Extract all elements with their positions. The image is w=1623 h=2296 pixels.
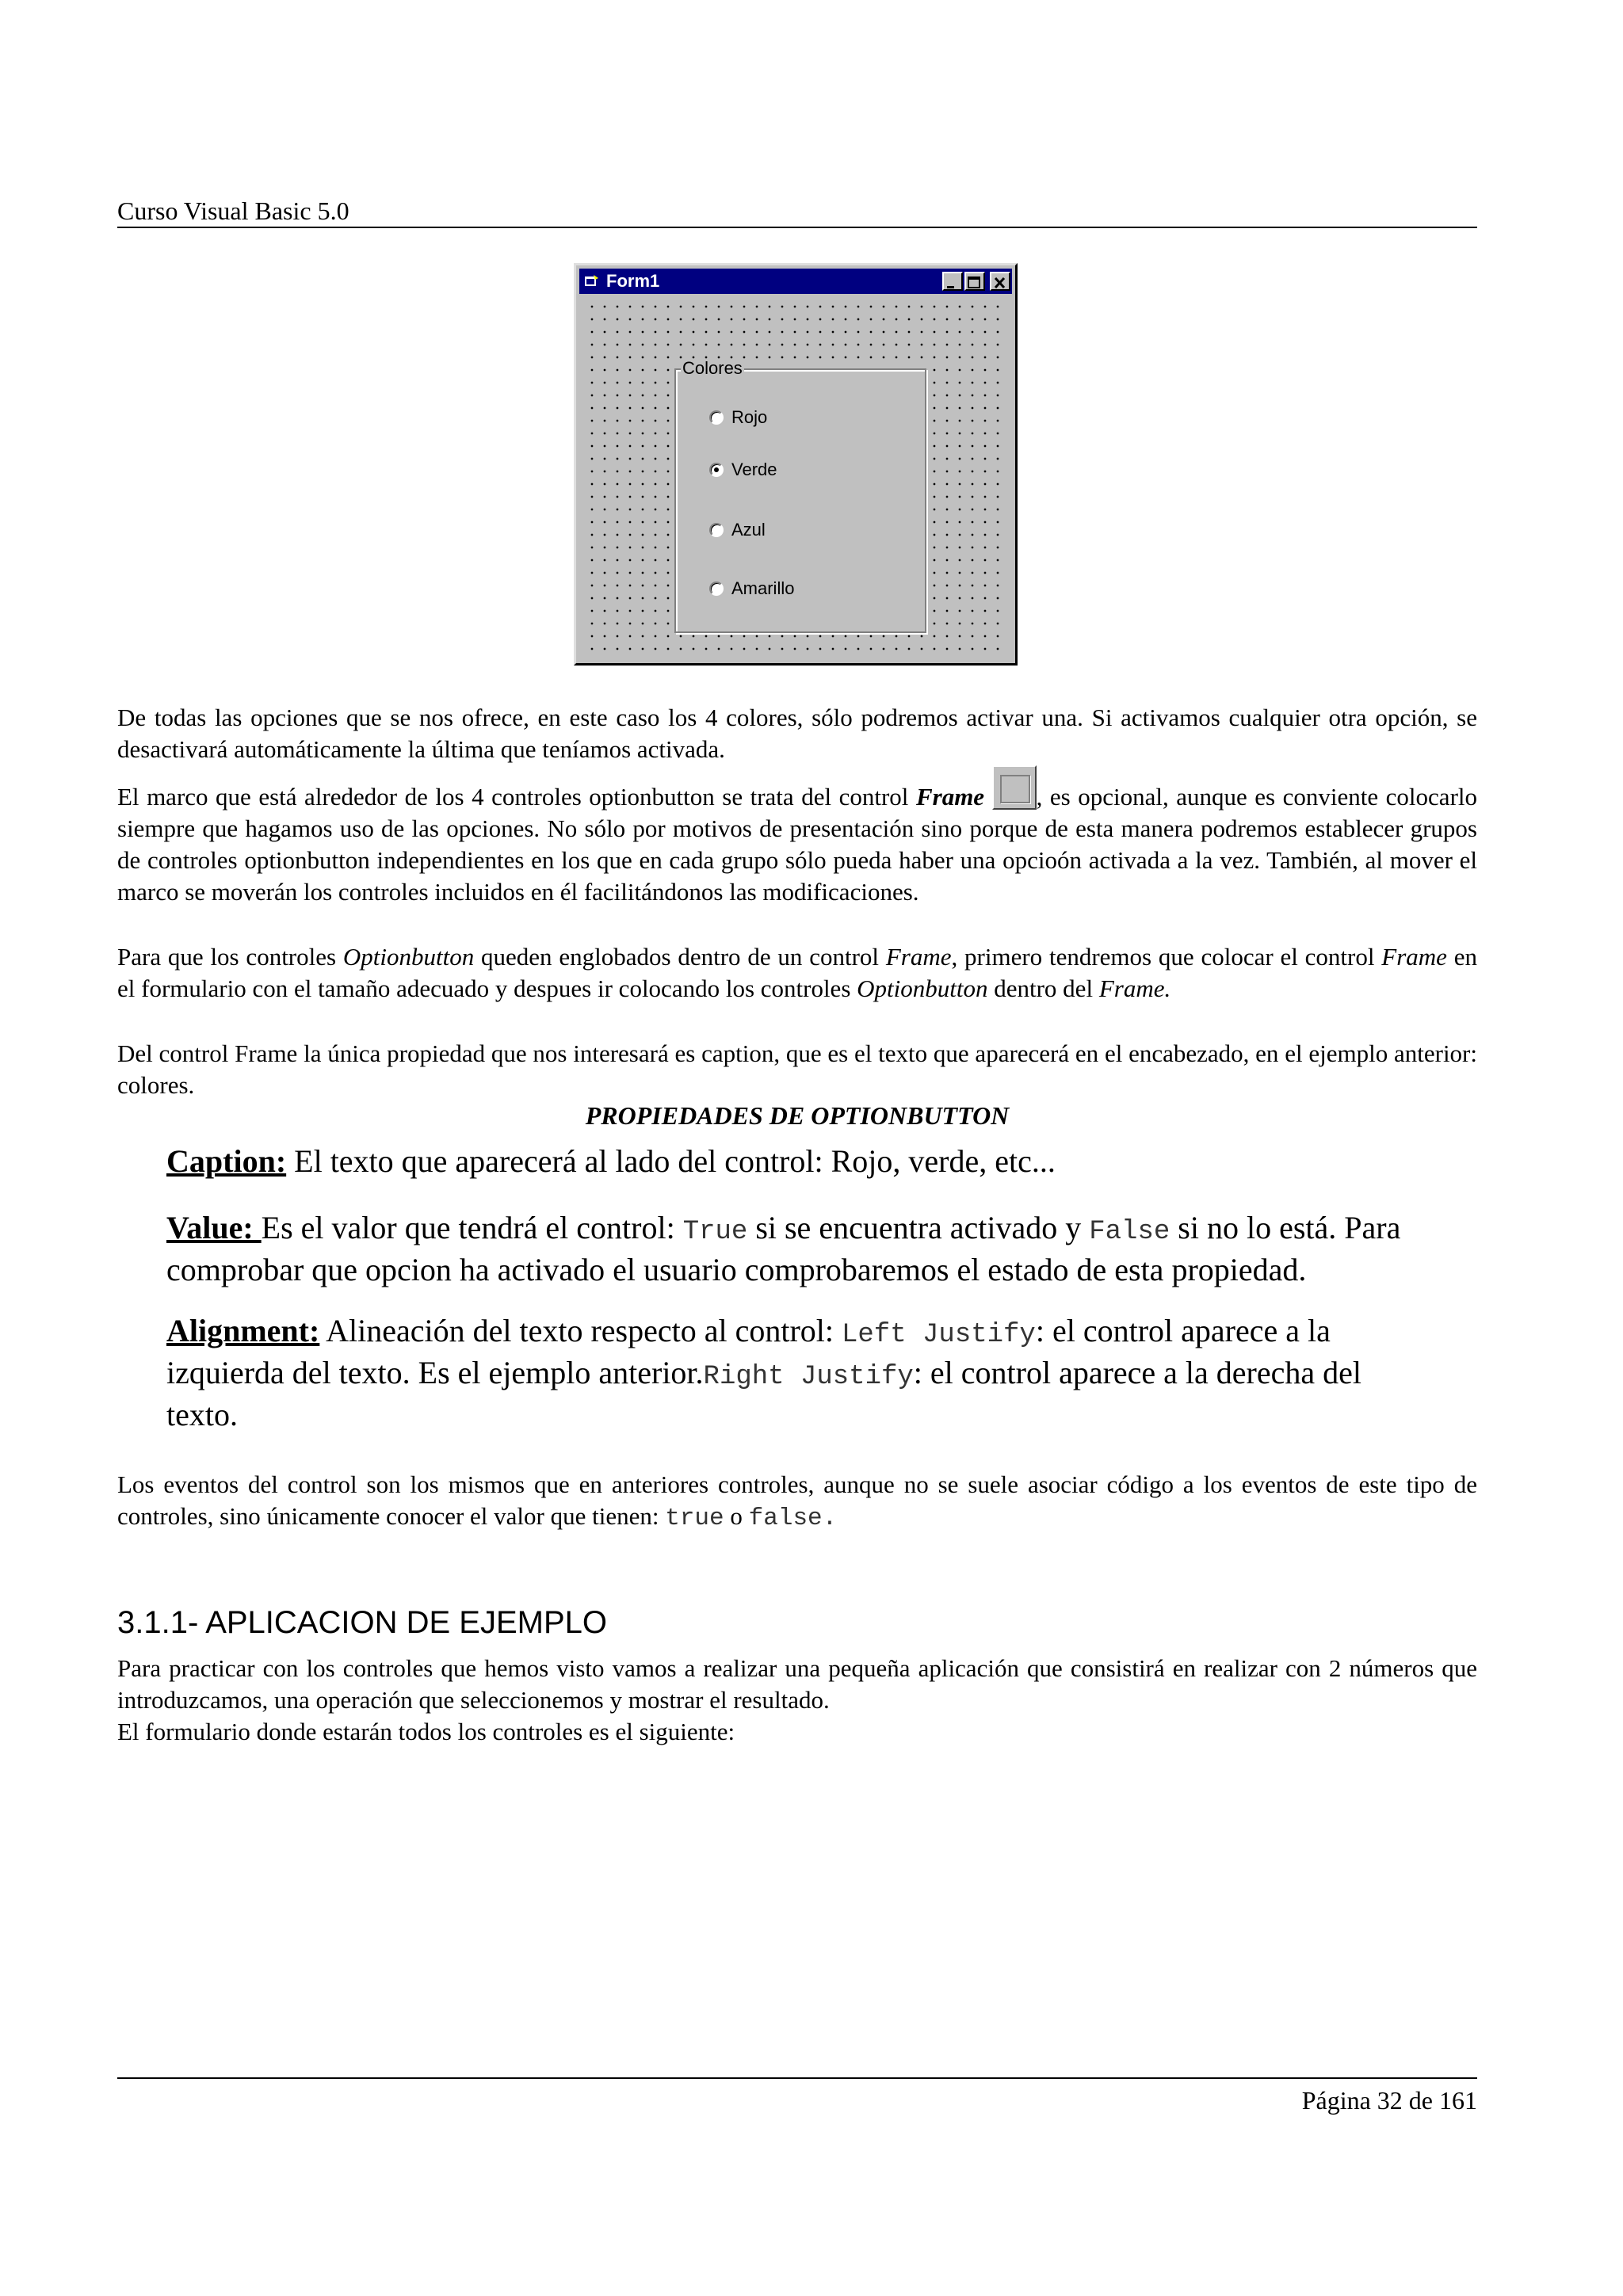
- section-paragraph: Para practicar con los controles que hemos visto vamos a realizar una pequeña aplicación que consistirá en realizar con 2 números que introduzcamos, una operación que seleccionemos y mostrar el resultado.: [117, 1654, 1477, 1714]
- property-description: Es el valor que tendrá el control:: [261, 1210, 683, 1245]
- text-span: El marco que está alrededor de los 4 controles optionbutton se trata del control: [117, 783, 916, 810]
- paragraph-frame-control: [117, 765, 1477, 908]
- section-paragraph: El formulario donde estarán todos los controles es el siguiente:: [117, 1718, 735, 1745]
- property-description: : el control aparece a la derecha del texto.: [166, 1355, 1361, 1432]
- header-rule: [117, 227, 1477, 228]
- minimize-button[interactable]: [942, 272, 963, 291]
- option-azul[interactable]: [709, 521, 766, 540]
- property-description: si se encuentra activado y: [747, 1210, 1090, 1245]
- optionbutton-term: Optionbutton: [342, 943, 475, 971]
- property-label: Value:: [166, 1210, 262, 1245]
- text-span: queden englobados dentro de un control: [474, 943, 886, 971]
- text-span: dentro del: [987, 974, 1099, 1002]
- text-span: Los eventos del control son los mismos que en anteriores controles, aunque no se suele asociar código a los eventos de este tipo de controles, sino únicamente conocer el valor que tienen:: [117, 1470, 1477, 1530]
- maximize-button[interactable]: [964, 272, 985, 291]
- property-label: Alignment:: [166, 1313, 320, 1348]
- page-header-title: Curso Visual Basic 5.0: [117, 196, 349, 225]
- maximize-icon: [966, 276, 983, 292]
- radio-icon: [709, 410, 724, 425]
- frame-term: Frame: [915, 783, 985, 810]
- code-true: true: [665, 1505, 724, 1532]
- text-span: o: [724, 1502, 749, 1530]
- option-verde[interactable]: [709, 460, 777, 479]
- frame-tool-icon: [992, 765, 1037, 810]
- option-rojo[interactable]: [709, 408, 767, 427]
- code-false: False: [1089, 1217, 1170, 1247]
- option-label: Azul: [731, 520, 766, 540]
- code-false: false.: [748, 1505, 838, 1532]
- radio-selected-icon: [709, 463, 724, 477]
- option-label: Rojo: [731, 407, 768, 427]
- property-description: si no lo está. Para comprobar que opcion ha activado el usuario comprobaremos el estado de esta propiedad.: [166, 1210, 1401, 1287]
- option-label: Verde: [731, 460, 777, 479]
- minimize-icon: [944, 276, 961, 292]
- paragraph-events: [117, 1469, 1477, 1535]
- paragraph-options-intro: De todas las opciones que se nos ofrece, en este caso los 4 colores, sólo podremos activar una. Si activamos cualquier otra opción, se desactivará automáticamente la última que teníamos activada.: [117, 704, 1477, 763]
- radio-icon: [709, 523, 724, 537]
- form-title: Form1: [606, 271, 660, 291]
- paragraph-frame-caption: Del control Frame la única propiedad que nos interesará es caption, que es el texto que aparecerá en el encabezado, en el ejemplo anterior: colores.: [117, 1039, 1477, 1099]
- section-heading: 3.1.1- APLICACION DE EJEMPLO: [117, 1605, 607, 1640]
- close-button[interactable]: [990, 272, 1010, 291]
- paragraph-grouping: [117, 941, 1477, 1005]
- property-caption: [166, 1142, 1434, 1180]
- optionbutton-term: Optionbutton: [857, 974, 988, 1002]
- code-right-justify: Right Justify: [703, 1362, 914, 1392]
- text-span: en el formulario con el tamaño adecuado y despues ir colocando los controles: [117, 943, 1478, 1002]
- option-amarillo[interactable]: [709, 579, 794, 598]
- app-icon: [584, 275, 598, 288]
- text-span: Para que los controles: [117, 943, 343, 971]
- form-window: [574, 263, 1018, 666]
- property-alignment: [166, 1312, 1434, 1434]
- text-span: , es opcional, aunque es conviente colocarlo siempre que hagamos uso de las opciones. No sólo por motivos de presentación sino porque de esta manera podremos establecer grupos de controles optionbutton independientes en los que en cada grupo sólo pueda haber una opcioón activada a la vez. También, al mover el marco se moverán los controles incluidos en él facilitándonos las modificaciones.: [117, 783, 1478, 906]
- property-label: Caption:: [166, 1143, 287, 1179]
- form-titlebar: [579, 269, 1012, 294]
- code-true: True: [682, 1217, 748, 1247]
- frame-term: Frame: [1381, 943, 1447, 971]
- form-client-area: [582, 297, 1009, 657]
- frame-term: Frame.: [1098, 974, 1171, 1002]
- property-value: [166, 1209, 1434, 1289]
- frame-term: Frame: [885, 943, 952, 971]
- property-description: El texto que aparecerá al lado del control: Rojo, verde, etc...: [286, 1143, 1056, 1179]
- property-description: : el control aparece a la izquierda del texto. Es el ejemplo anterior.: [166, 1313, 1331, 1390]
- properties-heading: PROPIEDADES DE OPTIONBUTTON: [585, 1101, 1010, 1130]
- code-left-justify: Left Justify: [842, 1320, 1036, 1350]
- text-span: , primero tendremos que colocar el control: [951, 943, 1382, 971]
- close-icon: [991, 276, 1009, 292]
- page-number: Página 32 de 161: [1301, 2086, 1477, 2115]
- radio-icon: [709, 582, 724, 596]
- option-label: Amarillo: [731, 578, 795, 598]
- frame-caption: Colores: [682, 358, 743, 378]
- property-description: Alineación del texto respecto al control:: [319, 1313, 842, 1348]
- footer-rule: [117, 2077, 1477, 2079]
